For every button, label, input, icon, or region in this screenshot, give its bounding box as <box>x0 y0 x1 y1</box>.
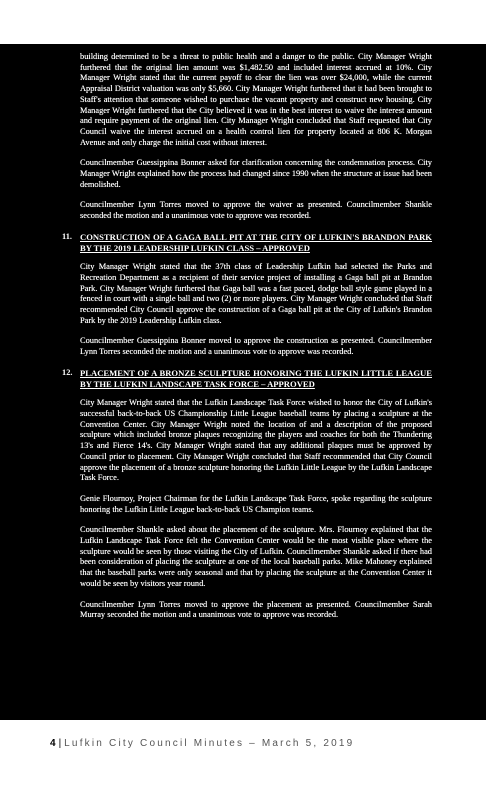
paragraph: City Manager Wright stated that the Lufkin Landscape Task Force wished to honor the City of Lufkin's successful back-to-back US Championship Little League baseball teams by placing a sculpture at the Convention Center. City Manager Wright noted the location of and a description of the proposed sculpture which included bronze plaques recognizing the players and coaches for both the Thundering 13's and Fierce 14's. City Manager Wright stated that any additional plaques must be approved by Council prior to placement. City Manager Wright concluded that Staff recommended that City Council approve the placement of a bronze sculpture honoring the Lufkin Little League by the Lufkin Landscape Task Force. <box>80 398 432 483</box>
page-footer <box>50 738 354 749</box>
agenda-item-title: CONSTRUCTION OF A GAGA BALL PIT AT THE CITY OF LUFKIN'S BRANDON PARK BY THE 2019 LEADERSHIP LUFKIN CLASS – APPROVED <box>80 231 432 253</box>
paragraph: City Manager Wright stated that the 37th class of Leadership Lufkin had selected the Parks and Recreation Department as a recipient of their service project of installing a Gaga ball pit at Brandon Park. City Manager Wright furthered that Gaga ball was a fast paced, dodge ball style game played in a fenced in court with a single ball and two (2) or more players. City Manager Wright concluded that Staff recommended City Council approve the construction of a Gaga ball pit at the City of Lufkin's Brandon Park by the 2019 Leadership Lufkin class. <box>80 262 432 325</box>
agenda-item-11 <box>62 231 432 358</box>
paragraph: Councilmember Guessippina Bonner moved to approve the construction as presented. Councilmember Lynn Torres seconded the motion and a unanimous vote to approve was recorded. <box>80 336 432 357</box>
footer-separator: | <box>58 738 63 749</box>
footer-text: Lufkin City Council Minutes – March 5, 2019 <box>64 738 355 749</box>
paragraph: building determined to be a threat to public health and a danger to the public. City Manager Wright furthered that the original lien amount was $1,482.50 and included interest accrued at 10%. City Manager Wright stated that the current payoff to clear the lien was over $24,000, while the current Appraisal District valuation was only $5,660. City Manager Wright furthered that it had been brought to Staff's attention that someone wished to purchase the vacant property and construct new housing. City Manager Wright furthered that the City believed it was in the best interest to waive the interest amount and require payment of the original lien. City Manager Wright concluded that Staff requested that City Council waive the interest accrued on a health control lien for property located at 806 K. Morgan Avenue and only charge the initial cost without interest. <box>80 52 432 147</box>
paragraph: Councilmember Shankle asked about the placement of the sculpture. Mrs. Flournoy explained that the Lufkin Landscape Task Force felt the Convention Center would be the most visible place where the sculpture would be seen by those visiting the City of Lufkin. Councilmember Shankle asked if there had been consideration of placing the sculpture at one of the local baseball parks. Mike Mahoney explained that the baseball parks were only seasonal and that by placing the sculpture at the Convention Center it would be seen by visitors year round. <box>80 525 432 588</box>
paragraph: Councilmember Lynn Torres moved to approve the placement as presented. Councilmember Sarah Murray seconded the motion and a unanimous vote to approve was recorded. <box>80 599 432 620</box>
agenda-item-number: 11. <box>62 231 73 241</box>
document-text-column <box>62 52 432 631</box>
page-number: 4 <box>50 738 57 749</box>
agenda-item-title: PLACEMENT OF A BRONZE SCULPTURE HONORING THE LUFKIN LITTLE LEAGUE BY THE LUFKIN LANDSCAPE TASK FORCE – APPROVED <box>80 367 432 389</box>
document-body <box>0 44 486 720</box>
paragraph: Genie Flournoy, Project Chairman for the Lufkin Landscape Task Force, spoke regarding the sculpture honoring the Lufkin Little League back-to-back US Champion teams. <box>80 493 432 514</box>
agenda-item-number: 12. <box>62 367 73 377</box>
paragraph: Councilmember Lynn Torres moved to approve the waiver as presented. Councilmember Shankle seconded the motion and a unanimous vote to approve was recorded. <box>80 200 432 221</box>
paragraph: Councilmember Guessippina Bonner asked for clarification concerning the condemnation process. City Manager Wright explained how the process had changed since 1990 when the structure at issue had been demolished. <box>80 158 432 189</box>
agenda-item-12 <box>62 367 432 621</box>
